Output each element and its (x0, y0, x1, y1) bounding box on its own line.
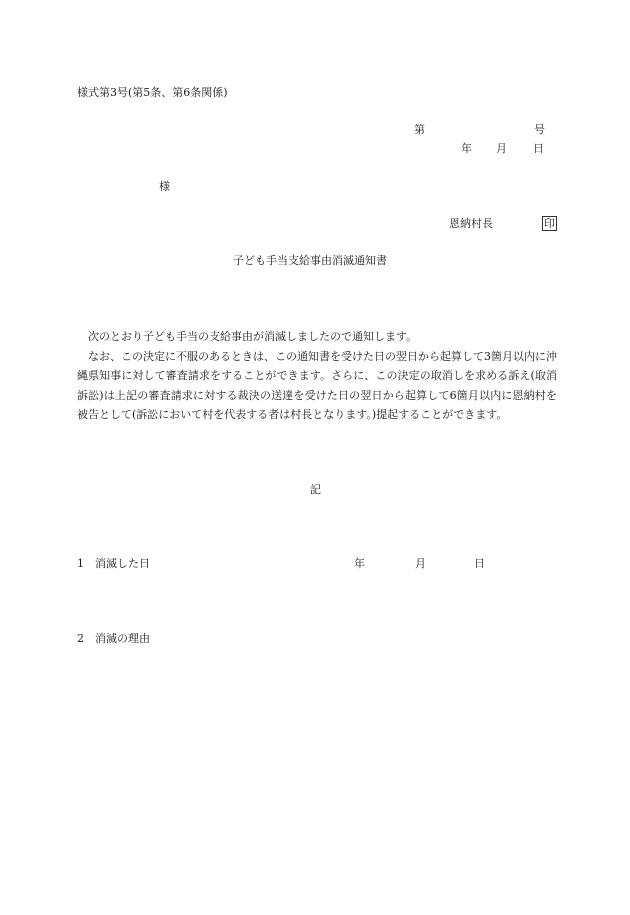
seal-mark (542, 216, 557, 231)
item-1-year-label: 年 (354, 557, 365, 570)
number-suffix: 号 (534, 123, 545, 136)
seal-label: 印 (544, 217, 555, 230)
body-paragraph-2: なお、この決定に不服のあるときは、この通知書を受けた日の翌日から起算して3箇月以内に沖縄県知事に対して審査請求をすることができます。さらに、この決定の取消しを求める訴え(取消訴訟)は上記の審査請求に対する裁決の送達を受けた日の翌日から起算して6箇月以内に恩納村を被告として(訴訟において村を代表する者は村長となります。)提起することができます。 (77, 349, 557, 421)
ki-heading: 記 (310, 483, 321, 496)
date-month-label: 月 (496, 142, 507, 155)
date-day-label: 日 (533, 142, 544, 155)
item-1-day-label: 日 (474, 557, 485, 570)
document-title: 子ども手当支給事由消滅通知書 (233, 254, 387, 267)
form-label: 様式第3号(第5条、第6条関係) (77, 86, 228, 99)
body-paragraph-1: 次のとおり子ども手当の支給事由が消滅しましたので通知します。 (88, 330, 418, 343)
item-2-number: 2 (77, 632, 84, 645)
number-prefix: 第 (414, 123, 425, 136)
item-2-label: 消滅の理由 (95, 632, 150, 645)
date-year-label: 年 (461, 142, 472, 155)
item-1-month-label: 月 (415, 557, 426, 570)
notice-body (77, 327, 557, 425)
item-1-label: 消滅した日 (95, 557, 150, 570)
issuer-name: 恩納村長 (449, 217, 493, 230)
item-1-number: 1 (77, 557, 84, 570)
addressee-honorific: 様 (159, 180, 170, 193)
